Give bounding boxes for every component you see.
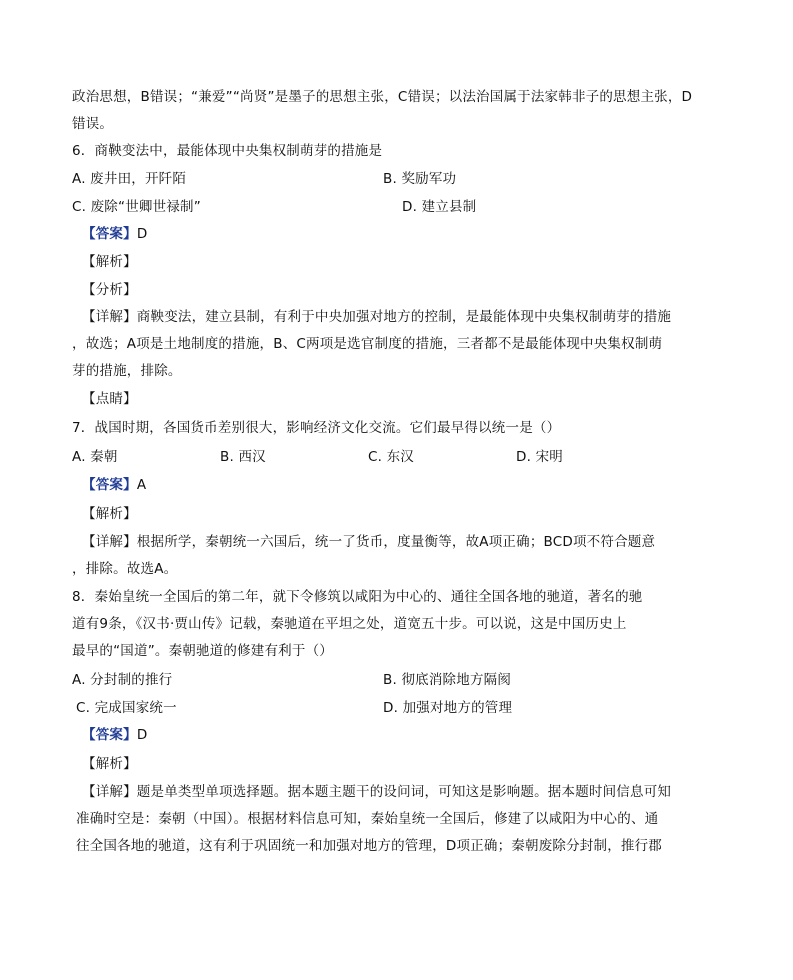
text-line: ，故选；A项是土地制度的措施，B、C两项是选官制度的措施，三者都不是最能体现中央集权制萌 <box>72 336 663 352</box>
section-heading: 【分析】 <box>82 282 137 298</box>
section-heading: 【点睛】 <box>82 391 137 407</box>
answer-line <box>82 225 147 243</box>
text-line: 往全国各地的驰道，这有利于巩固统一和加强对地方的管理，D项正确；秦朝废除分封制，推行郡 <box>76 838 662 854</box>
text-line: B. 奖励军功 <box>383 171 457 187</box>
text-line: 6．商鞅变法中，最能体现中央集权制萌芽的措施是 <box>72 143 383 159</box>
answer-label: 【答案】 <box>82 727 137 743</box>
text-line: D. 建立县制 <box>402 199 477 215</box>
text-line: C. 完成国家统一 <box>76 700 177 716</box>
text-line: 【详解】商鞅变法，建立县制，有利于中央加强对地方的控制，是最能体现中央集权制萌芽的措施 <box>82 309 672 325</box>
section-heading: 【解析】 <box>82 756 137 772</box>
text-line: B. 彻底消除地方隔阂 <box>383 672 512 688</box>
answer-label: 【答案】 <box>82 477 137 493</box>
text-line: A. 秦朝 <box>72 449 118 465</box>
answer-value: D <box>136 226 148 242</box>
text-line: D. 加强对地方的管理 <box>383 700 513 716</box>
text-line: D. 宋明 <box>516 449 563 465</box>
text-line: 7．战国时期，各国货币差别很大，影响经济文化交流。它们最早得以统一是（） <box>72 420 561 436</box>
text-line: 准确时空是：秦朝（中国）。根据材料信息可知，秦始皇统一全国后，修建了以咸阳为中心的、通 <box>76 811 659 827</box>
text-line: 道有9条，《汉书·贾山传》记载，秦驰道在平坦之处，道宽五十步。可以说，这是中国历史上 <box>72 616 627 632</box>
text-line: 【详解】根据所学，秦朝统一六国后，统一了货币，度量衡等，故A项正确；BCD项不符合题意 <box>82 534 656 550</box>
text-line: 芽的措施，排除。 <box>72 363 182 379</box>
text-line: 【详解】题是单类型单项选择题。据本题主题干的设问词，可知这是影响题。据本题时间信息可知 <box>82 784 672 800</box>
text-line: A. 废井田，开阡陌 <box>72 171 187 187</box>
text-line: ，排除。故选A。 <box>72 561 178 577</box>
answer-value: A <box>136 477 147 493</box>
text-line: C. 东汉 <box>368 449 415 465</box>
answer-line <box>82 726 147 744</box>
text-line: A. 分封制的推行 <box>72 672 173 688</box>
text-line: 8．秦始皇统一全国后的第二年，就下令修筑以咸阳为中心的、通往全国各地的驰道，著名的驰 <box>72 589 643 605</box>
text-line: 政治思想，B错误；“兼爱”“尚贤”是墨子的思想主张，C错误；以法治国属于法家韩非子的思想主张，D <box>72 89 693 105</box>
section-heading: 【解析】 <box>82 254 137 270</box>
text-line: 错误。 <box>72 116 114 132</box>
text-line: 最早的“国道”。秦朝驰道的修建有利于（） <box>72 643 333 659</box>
answer-line <box>82 476 146 494</box>
answer-label: 【答案】 <box>82 226 137 242</box>
answer-value: D <box>136 727 148 743</box>
section-heading: 【解析】 <box>82 506 137 522</box>
text-line: C. 废除“世卿世禄制” <box>72 199 201 215</box>
text-line: B. 西汉 <box>220 449 266 465</box>
